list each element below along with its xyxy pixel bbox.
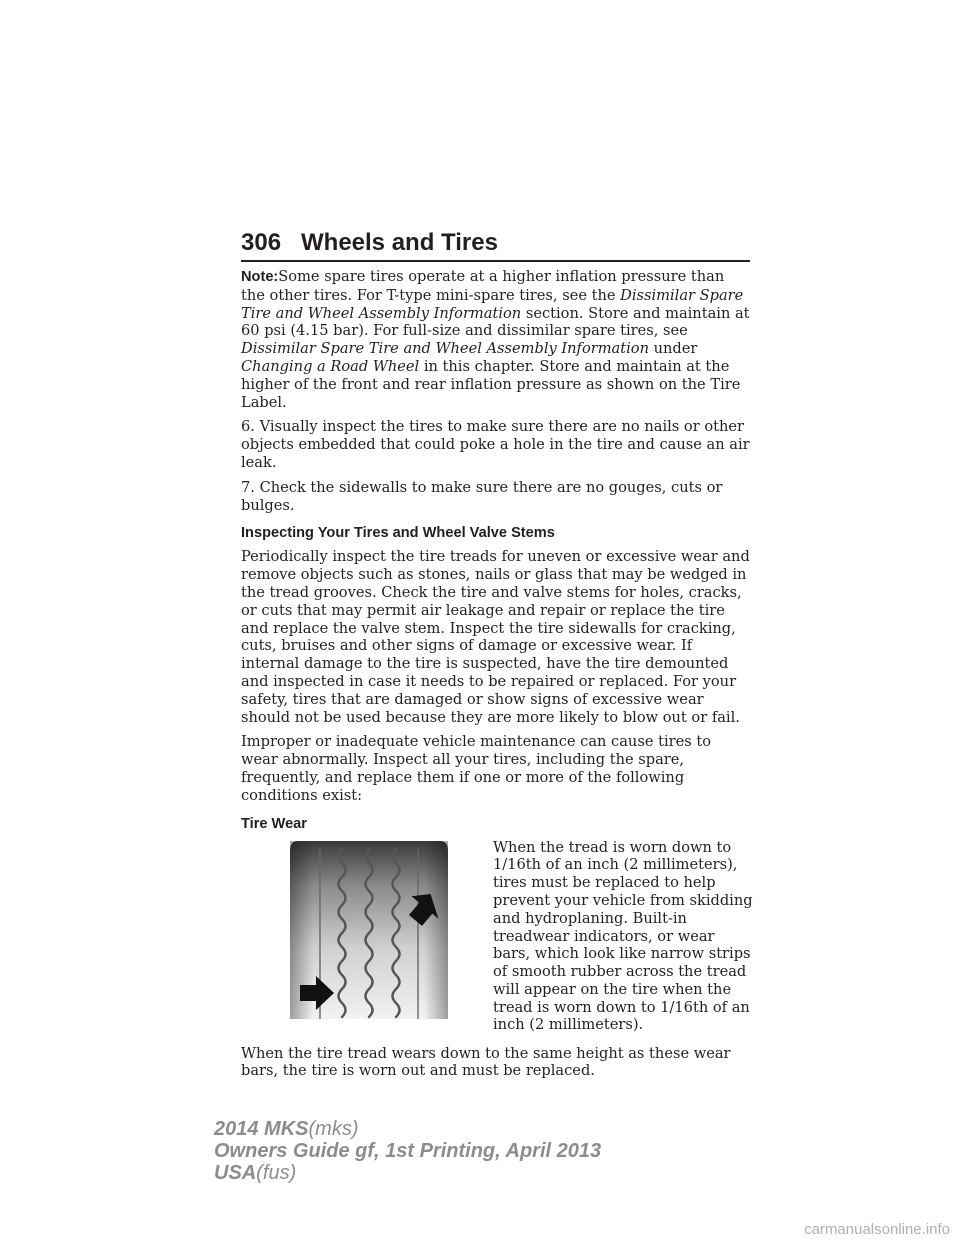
note-text-1: Some spare tires operate at a higher inflation pressure than the other tires. For T-type mini-spare tires, see the — [241, 268, 725, 304]
note-paragraph — [241, 268, 751, 411]
footer-line-1 — [214, 1118, 601, 1140]
page-footer — [214, 1118, 601, 1184]
page-content — [241, 268, 751, 1087]
footer-line-2: Owners Guide gf, 1st Printing, April 2013 — [214, 1140, 602, 1162]
note-text-2: section. Store and maintain at 60 psi (4.15 bar). For full-size and dissimilar spare tires, see — [241, 304, 750, 340]
tire-wear-heading: Tire Wear — [241, 815, 307, 832]
footer-model: 2014 MKS — [214, 1118, 309, 1140]
footer-market-code: (fus) — [256, 1162, 297, 1184]
header-rule — [241, 260, 750, 262]
page-header — [241, 228, 750, 262]
note-ref-1: Dissimilar Spare Tire and Wheel Assembly Information — [241, 286, 744, 322]
page-number: 306 — [241, 229, 282, 256]
tire-tread-illustration — [290, 841, 448, 1019]
note-ref-2: Dissimilar Spare Tire and Wheel Assembly Information — [241, 340, 649, 358]
inspect-paragraph-2: Improper or inadequate vehicle maintenance can cause tires to wear abnormally. Inspect all your tires, including the spare, frequently, and replace them if one or more of the following conditions exist: — [241, 733, 712, 804]
section-title: Wheels and Tires — [301, 229, 498, 256]
tire-wear-block — [241, 839, 751, 1039]
tire-wear-paragraph-2: When the tire tread wears down to the same height as these wear bars, the tire is worn out and must be replaced. — [241, 1044, 731, 1080]
step-6: 6. Visually inspect the tires to make sure there are no nails or other objects embedded that could poke a hole in the tire and cause an air leak. — [241, 418, 750, 471]
tire-wear-paragraph-1: When the tread is worn down to 1/16th of an inch (2 millimeters), tires must be replaced to help prevent your vehicle from skidding and hydroplaning. Built-in treadwear indicators, or wear bars, which look like narrow strips of smooth rubber across the tread will appear on the tire when the tread is worn down to 1/16th of an inch (2 millimeters). — [493, 838, 753, 1034]
note-text-3: under — [648, 340, 698, 358]
step-7: 7. Check the sidewalls to make sure there are no gouges, cuts or bulges. — [241, 478, 723, 514]
watermark-link[interactable]: carmanualsonline.info — [804, 1221, 950, 1238]
note-label: Note: — [241, 269, 279, 285]
inspect-paragraph-1: Periodically inspect the tire treads for uneven or excessive wear and remove objects such as stones, nails or glass that may be wedged in the tread grooves. Check the tire and valve stems for holes, cracks, or cuts that may permit air leakage and repair or replace the tire and replace the valve stem. Inspect the tire sidewalls for cracking, cuts, bruises and other signs of damage or excessive wear. If internal damage to the tire is suspected, have the tire demounted and inspected in case it needs to be repaired or replaced. For your safety, tires that are damaged or show signs of excessive wear should not be used because they are more likely to blow out or fail. — [241, 548, 750, 726]
note-text-4: in this chapter. Store and maintain at the higher of the front and rear inflation pressure as shown on the Tire Label. — [241, 357, 741, 411]
footer-line-3 — [214, 1162, 601, 1184]
footer-model-code: (mks) — [308, 1118, 359, 1140]
inspect-heading: Inspecting Your Tires and Wheel Valve Stems — [241, 525, 555, 542]
footer-market: USA — [214, 1162, 257, 1184]
note-ref-3: Changing a Road Wheel — [241, 357, 420, 375]
